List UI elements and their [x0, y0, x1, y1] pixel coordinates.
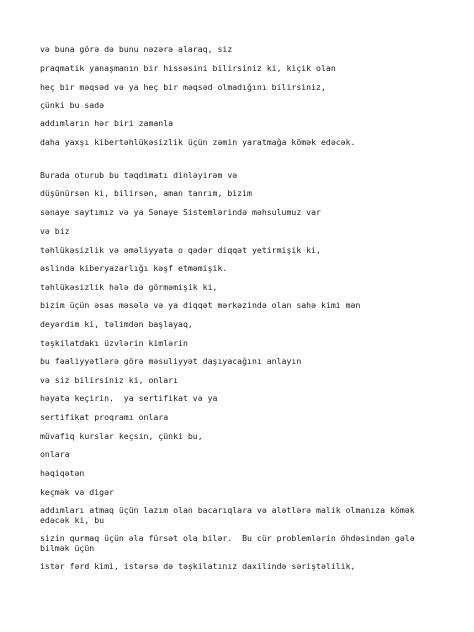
text-line: həyata keçirin. ya sertifikat və ya [40, 393, 218, 403]
text-line: sənaye saytımız və ya Sənaye Sistemlərində məhsulumuz var [40, 207, 321, 217]
text-line: daha yaxşı kibertəhlükəsizlik üçün zəmin yaratmağa kömək edəcək. [40, 137, 356, 147]
text-line: onlara [40, 449, 70, 459]
text-line: təşkilatdakı üzvlərin kimlərin [40, 338, 188, 348]
text-line: addımların hər biri zamanla [40, 118, 174, 128]
text-line: təhlükəsizlik hələ də görməmişik ki, [40, 282, 218, 292]
text-line: düşünürsən ki, bilirsən, aman tanrım, bizim [40, 188, 252, 198]
text-line: bizim üçün əsas məsələ və ya diqqət mərkəzində olan sahə kimi mən [40, 300, 361, 310]
text-line: istər fərd kimi, istərsə də təşkilatınız daxilində səriştəlilik, [40, 561, 356, 571]
text-line: sizin qurmaq üçün əla fürsət ola bilər. Bu cür problemlərin öhdəsindən gələ bilmək üçün [40, 533, 420, 553]
text-line: praqmatik yanaşmanın bir hissəsini bilirsiniz ki, kiçik olan [40, 63, 336, 73]
text-line: bu fəaliyyətlərə görə məsuliyyət daşıyacağını anlayın [40, 356, 302, 366]
text-line: həqiqətən [40, 468, 85, 478]
text-line: Burada oturub bu təqdimatı dinləyirəm və [40, 170, 238, 180]
text-line: deyərdim ki, təlimdən başlayaq, [40, 319, 193, 329]
text-line: heç bir məqsəd və ya heç bir məqsəd olmadığını bilirsiniz, [40, 82, 326, 92]
text-line: addımları atmaq üçün lazım olan bacarıqlara və alətlərə malik olmanıza kömək edəcək ki, bu [40, 505, 420, 525]
text-line: və biz [40, 226, 70, 236]
text-line: keçmək və digər [40, 487, 114, 497]
text-line: əslində kiberyazarlığı kəşf etməmişik. [40, 263, 228, 273]
text-line: sertifikat proqramı onlara [40, 412, 169, 422]
text-line: və buna görə də bunu nəzərə alaraq, siz [40, 44, 233, 54]
text-line: təhlükəsizlik və əməliyyata o qədər diqqət yetirmişik ki, [40, 245, 321, 255]
text-line: müvafiq kurslar keçsin, çünki bu, [40, 431, 203, 441]
text-line: və siz bilirsiniz ki, onları [40, 375, 179, 385]
text-line: çünki bu sadə [40, 100, 105, 110]
